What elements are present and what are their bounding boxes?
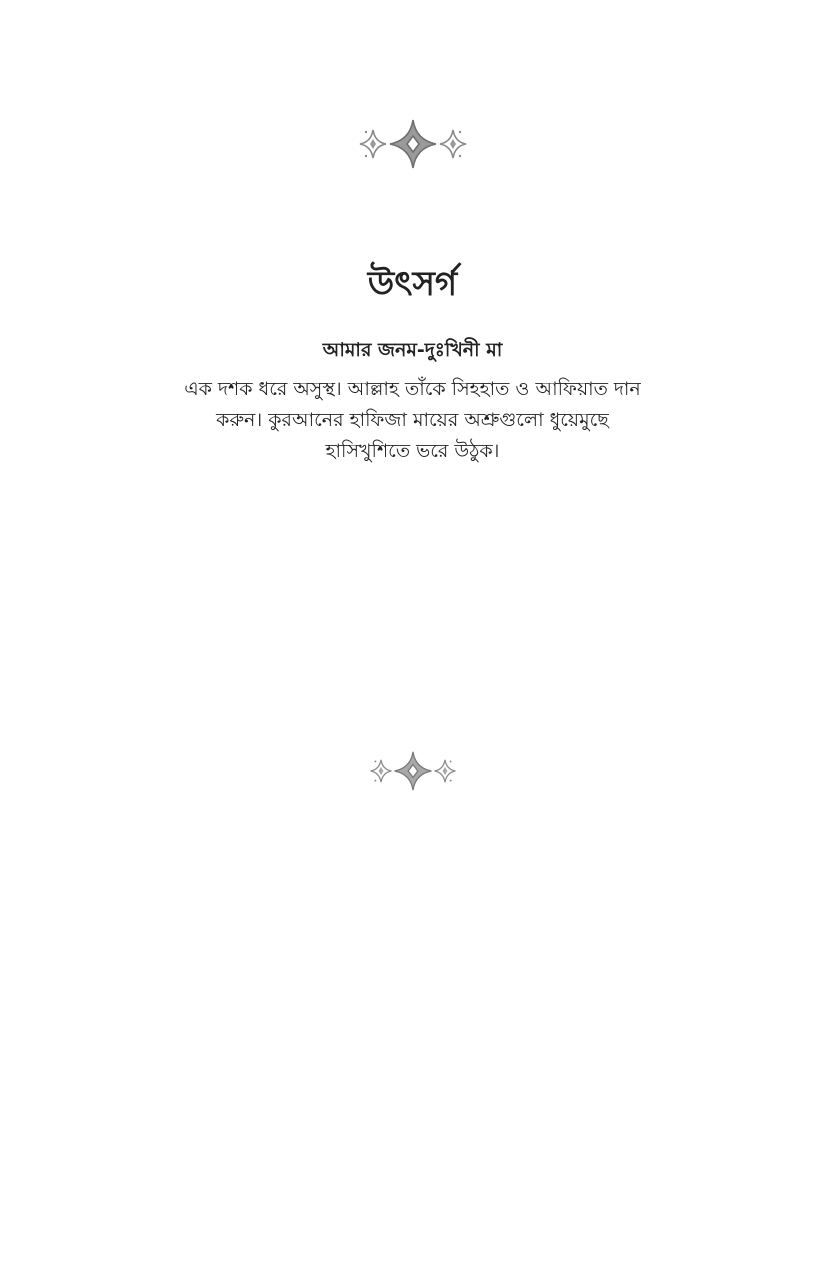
page-title: উৎসর্গ xyxy=(367,264,458,304)
star-ornament-icon xyxy=(358,118,468,170)
dedication-subtitle: আমার জনম-দুঃখিনী মা xyxy=(322,339,503,361)
star-ornament-icon xyxy=(369,750,457,792)
dedication-text: এক দশক ধরে অসুস্থ। আল্লাহ তাঁকে সিহহাত ও আফিয়াত দান করুন। কুরআনের হাফিজা মায়ের অশ্রুগুলো ধুয়েমুছে হাসিখুশিতে ভরে উঠুক। xyxy=(184,378,641,462)
